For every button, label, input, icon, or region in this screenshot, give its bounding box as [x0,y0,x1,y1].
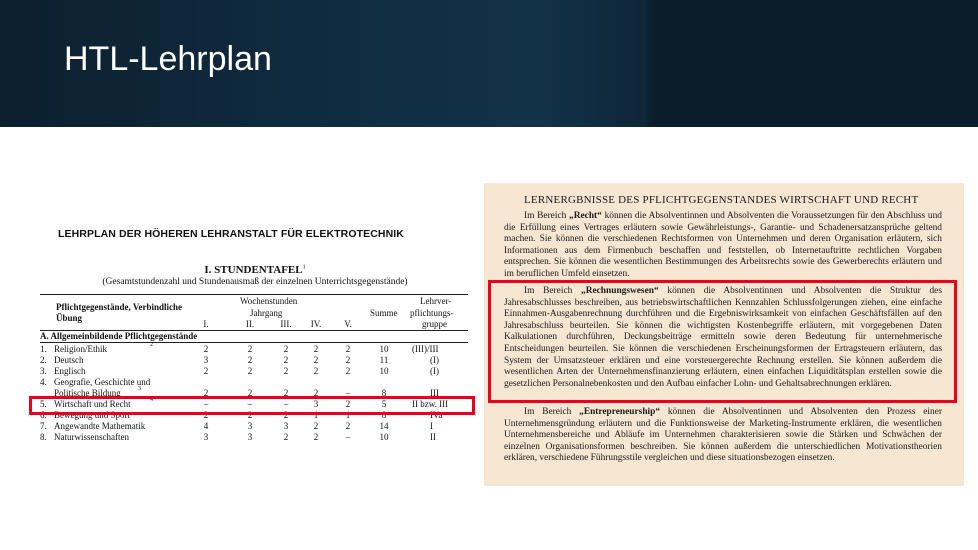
document-title: LEHRPLAN DER HÖHEREN LEHRANSTALT FÜR ELEKTROTECHNIK [58,228,404,240]
row-teacher-group: II [430,432,436,442]
header-hours: Wochenstunden [240,296,298,306]
row-hours-year-1: 3 [203,432,209,442]
row-hours-year-5: 2 [345,366,351,376]
row-teacher-group: III [430,388,439,398]
row-sum: 10 [379,432,389,442]
row-teacher-group: (III)/III [412,344,439,354]
row-hours-year-3: 2 [283,366,289,376]
row-hours-year-1: 2 [203,344,209,354]
row-hours-year-3: – [283,399,289,409]
row-number: 2. [40,355,47,365]
row-teacher-group: (I) [430,355,439,365]
row-hours-year-3: 2 [283,388,289,398]
header-year-5: V. [344,319,352,329]
section-subtitle: (Gesamtstundenzahl und Stundenausmaß der einzelnen Unterrichtsgegenstände) [102,277,408,287]
row-sum: 10 [379,344,389,354]
section-title: I. STUNDENTAFEL$^1$ [204,264,306,276]
learning-outcomes-heading: LERNERGBNISSE DES PFLICHTGEGENSTANDES WIRTSCHAFT UND RECHT [524,194,919,206]
row-hours-year-4: 2 [313,388,319,398]
row-subject: Englisch [54,366,86,376]
row-hours-year-1: 4 [203,421,209,431]
row-hours-year-2: 2 [247,355,253,365]
row-sum: 10 [379,366,389,376]
row-subject: Geografie, Geschichte und [54,377,151,387]
header-group-3: gruppe [422,319,447,329]
row-hours-year-4: 1 [313,410,319,420]
row-subject: Deutsch [54,355,84,365]
header-subject-2: Übung [56,313,83,323]
row-teacher-group: (I) [430,366,439,376]
header-year-4: IV. [310,319,322,329]
row-hours-year-4: 2 [313,366,319,376]
header-sum: Summe [370,308,398,318]
highlight-rechnungswesen [488,280,957,403]
row-footnote: 2 [150,342,153,348]
row-sum: 5 [381,399,387,409]
row-hours-year-2: 3 [247,421,253,431]
row-hours-year-4: 3 [313,399,319,409]
header-year-2: II. [245,319,255,329]
row-hours-year-4: 2 [313,355,319,365]
row-footnote: 3 [138,386,141,392]
row-number: 5. [40,399,47,409]
row-sum: 8 [381,410,387,420]
slide-title: HTL-Lehrplan [64,40,272,78]
row-hours-year-5: – [345,388,351,398]
row-number: 6. [40,410,47,420]
row-hours-year-1: 2 [203,410,209,420]
row-subject: Naturwissenschaften [54,432,129,442]
row-hours-year-5: 2 [345,355,351,365]
header-group: Lehrver- [420,296,452,306]
row-teacher-group: I [430,421,433,431]
header-subject: Pflichtgegenstände, Verbindliche [56,302,183,312]
row-number: 8. [40,432,47,442]
row-hours-year-3: 2 [283,355,289,365]
row-hours-year-5: 1 [345,410,351,420]
row-hours-year-3: 2 [283,410,289,420]
row-subject-line2: Politische Bildung [54,388,121,398]
row-subject: Angewandte Mathematik [54,421,146,431]
row-hours-year-2: 3 [247,432,253,442]
row-hours-year-2: 2 [247,410,253,420]
row-number: 4. [40,377,47,387]
paragraph-rechnungswesen: Im Bereich „Rechnungswesen“ können die Absolventinnen und Absolventen die Struktur des Jahresabschlusses beschreiben, aus betriebswirtschaftlichen Kennzahlen Schlussfolgerungen ziehen, eine einfache Einnahmen-Ausgabenrechnung durchführen und die Ergebniswirksamkeit von einfachen Geschäftsfällen auf den Jahresabschluss beurteilen. Sie können die wichtigsten Kostenbegriffe erläutern, mit vorgegebenen Daten Kalkulationen durchführen, Deckungsbeiträge ermitteln sowie deren Bedeutung für unternehmerische Entscheidungen beurteilen. Sie können die verschiedenen Erscheinungsformen der Ertragsteuern erläutern, das System der Umsatzsteuer erklären und eine vorsteuergerechte Rechnung erstellen. Sie können außerdem die wesentlichen Arten der Unternehmensfinanzierung erläutern, einen einfachen Liquiditätsplan erstellen sowie die gesetzlichen Personalnebenkosten und den Aufbau einfacher Lohn- und Gehaltsabrechnungen erklären. [504,286,942,389]
row-hours-year-3: 3 [283,421,289,431]
row-number: 3. [40,366,47,376]
header-year: Jahrgang [250,308,283,318]
row-subject: Religion/Ethik [54,344,107,354]
row-number: 1. [40,344,47,354]
row-subject: Bewegung und Sport [54,410,130,420]
row-hours-year-5: 2 [345,421,351,431]
row-hours-year-1: 2 [203,388,209,398]
row-hours-year-2: 2 [247,366,253,376]
row-hours-year-5: 2 [345,344,351,354]
row-hours-year-2: – [247,399,253,409]
row-hours-year-1: 3 [203,355,209,365]
row-sum: 14 [379,421,389,431]
row-teacher-group: IVa [430,410,443,420]
header-year-3: III. [280,319,292,329]
row-teacher-group: II bzw. III [412,399,449,409]
row-hours-year-1: – [203,399,209,409]
row-hours-year-3: 2 [283,344,289,354]
row-hours-year-5: – [345,432,351,442]
highlight-wirtschaft-und-recht [29,396,475,415]
row-hours-year-2: 2 [247,344,253,354]
header-year-1: I. [203,319,209,329]
row-footnote: 4 [150,397,153,403]
row-hours-year-5: 2 [345,399,351,409]
row-subject: Wirtschaft und Recht [54,399,131,409]
row-hours-year-3: 2 [283,432,289,442]
row-hours-year-4: 2 [313,421,319,431]
row-sum: 8 [381,388,387,398]
row-number: 7. [40,421,47,431]
row-hours-year-1: 2 [203,366,209,376]
row-sum: 11 [379,355,389,365]
row-hours-year-4: 2 [313,344,319,354]
paragraph-entrepreneurship: Im Bereich „Entrepreneurship“ können die Absolventinnen und Absolventen den Prozess einer Unternehmensgründung erläutern und die Funktionsweise der Marketing-Instrumente erklären, die wesentlichen Unternehmensbereiche und Abläufe im Unternehmen charakterisieren sowie die Stärken und Schwächen der einzelnen Organisationsformen beschreiben. Sie können außerdem die unterschiedlichen Motivationstheorien erklären, verschiedene Führungsstile vergleichen und diese situationsbezogen einsetzen. [504,407,942,464]
group-a-label: A. Allgemeinbildende Pflichtgegenstände [40,331,198,341]
row-hours-year-4: 2 [313,432,319,442]
paragraph-recht: Im Bereich „Recht“ können die Absolventinnen und Absolventen die Voraussetzungen für den Abschluss und die Erfüllung eines Vertrages erläutern sowie Gewährleistungs-, Garantie- und Schadenersatzansprüche geltend machen. Sie können die verschiedenen Rechtsformen von Unternehmen und deren Organisation erläutern, sich Informationen aus dem Firmenbuch beschaffen und feststellen, ob Internetauftritte rechtlichen Vorgaben entsprechen. Sie können die wesentlichen Bestimmungen des Arbeitsrechts sowie des Gewerberechts erläutern und im beruflichen Umfeld einsetzen. [504,211,942,279]
slide-header [0,0,978,127]
row-hours-year-2: 2 [247,388,253,398]
header-group-2: pflichtungs- [410,308,454,318]
